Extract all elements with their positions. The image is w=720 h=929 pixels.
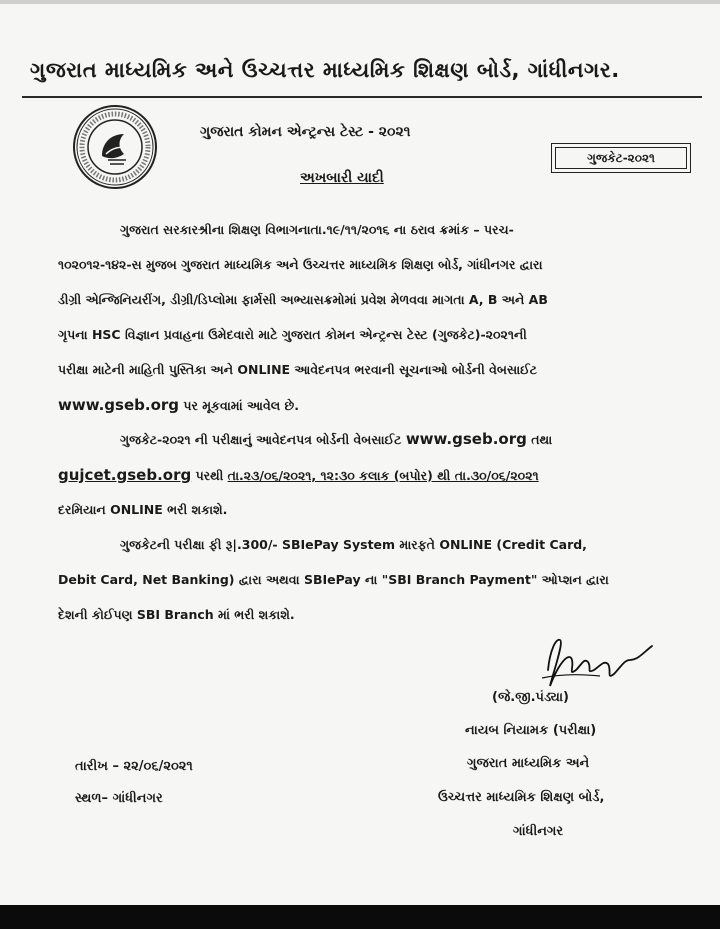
- office-line-1: ગુજરાત માધ્યમિક અને: [467, 756, 590, 771]
- board-title: ગુજરાત માધ્યમિક અને ઉચ્ચત્તર માધ્યમિક શિક્ષણ બોર્ડ, ગાંધીનગર.: [30, 58, 620, 82]
- gujcet-url: gujcet.gseb.org: [58, 466, 192, 484]
- website-url: www.gseb.org: [58, 396, 180, 414]
- paragraph-3-line-3: દેશની કોઈપણ SBI Branch માં ભરી શકાશે.: [58, 607, 295, 622]
- paragraph-2-line-3: દરમિયાન ONLINE ભરી શકાશે.: [58, 502, 228, 517]
- application-dates: તા.૨૩/૦૬/૨૦૨૧, ૧૨:૩૦ કલાક (બપોર) થી તા.૩૦/૦૬/૨૦૨૧: [227, 468, 539, 483]
- press-release-heading: અખબારી યાદી: [300, 170, 384, 186]
- paragraph-2-line-1-end: તથા: [526, 432, 553, 447]
- top-edge: [0, 0, 720, 4]
- paragraph-1-line-4: ગૃપના HSC વિજ્ઞાન પ્રવાહના ઉમેદવારો માટે ગુજરાત કોમન એન્ટ્રન્સ ટેસ્ટ (ગુજકેટ)-૨૦૨૧ની: [58, 327, 527, 342]
- exam-title: ગુજરાત કોમન એન્ટ્રન્સ ટેસ્ટ - ૨૦૨૧: [200, 124, 411, 140]
- designation: નાયબ નિયામક (પરીક્ષા): [465, 723, 597, 738]
- website-url-2: www.gseb.org: [405, 430, 527, 448]
- paragraph-2-line-1-text: ગુજકેટ-૨૦૨૧ ની પરીક્ષાનું આવેદનપત્ર બોર્ડની વેબસાઈટ: [120, 432, 406, 447]
- paragraph-1-line-2: ૧૦૨૦૧૨-૧૪૨-સ મુજબ ગુજરાત માધ્યમિક અને ઉચ્ચત્તર માધ્યમિક શિક્ષણ બોર્ડ, ગાંધીનગર દ્વારા: [58, 257, 543, 272]
- paragraph-1-line-6: [58, 396, 299, 414]
- paragraph-1-line-3: ડીગ્રી એન્જિનિયરીંગ, ડીગ્રી/ડિપ્લોમા ફાર્મસી અભ્યાસક્રમોમાં પ્રવેશ મેળવવા માગતા A, B અને AB: [58, 292, 548, 307]
- title-divider: [22, 96, 702, 98]
- paragraph-1-line-5: પરીક્ષા માટેની માહિતી પુસ્તિકા અને ONLINE આવેદનપત્ર ભરવાની સૂચનાઓ બોર્ડની વેબસાઈટ: [58, 362, 538, 377]
- place-line: સ્થળ– ગાંધીનગર: [75, 791, 163, 806]
- paragraph-2-line-2: [58, 466, 539, 484]
- reference-label: ગુજકેટ-૨૦૨૧: [555, 147, 687, 169]
- bottom-black-bar: [0, 905, 720, 929]
- office-line-2: ઉચ્ચત્તર માધ્યમિક શિક્ષણ બોર્ડ,: [438, 790, 605, 805]
- paragraph-2-from: પરથી: [191, 468, 228, 483]
- paragraph-1-line-1: ગુજરાત સરકારશ્રીના શિક્ષણ વિભાગનાતા.૧૯/૧૧/૨૦૧૬ ના ઠરાવ ક્રમાંક – પરચ-: [120, 222, 514, 237]
- paragraph-3-line-1: ગુજકેટની પરીક્ષા ફી રૂ|.300/- SBIePay System મારફતે ONLINE (Credit Card,: [120, 537, 587, 552]
- paragraph-3-line-2: Debit Card, Net Banking) દ્વારા અથવા SBIePay ના "SBI Branch Payment" ઓપ્શન દ્વારા: [58, 572, 609, 587]
- date-line: તારીખ – ૨૨/૦૬/૨૦૨૧: [75, 759, 193, 774]
- paragraph-2-line-1: [120, 430, 552, 448]
- paragraph-1-line-6-rest: પર મૂકવામાં આવેલ છે.: [179, 398, 299, 413]
- office-line-3: ગાંધીનગર: [513, 824, 564, 839]
- reference-box: [551, 143, 691, 173]
- signatory-name: (જે.જી.પંડ્યા): [492, 690, 569, 705]
- board-seal-logo: [72, 104, 158, 190]
